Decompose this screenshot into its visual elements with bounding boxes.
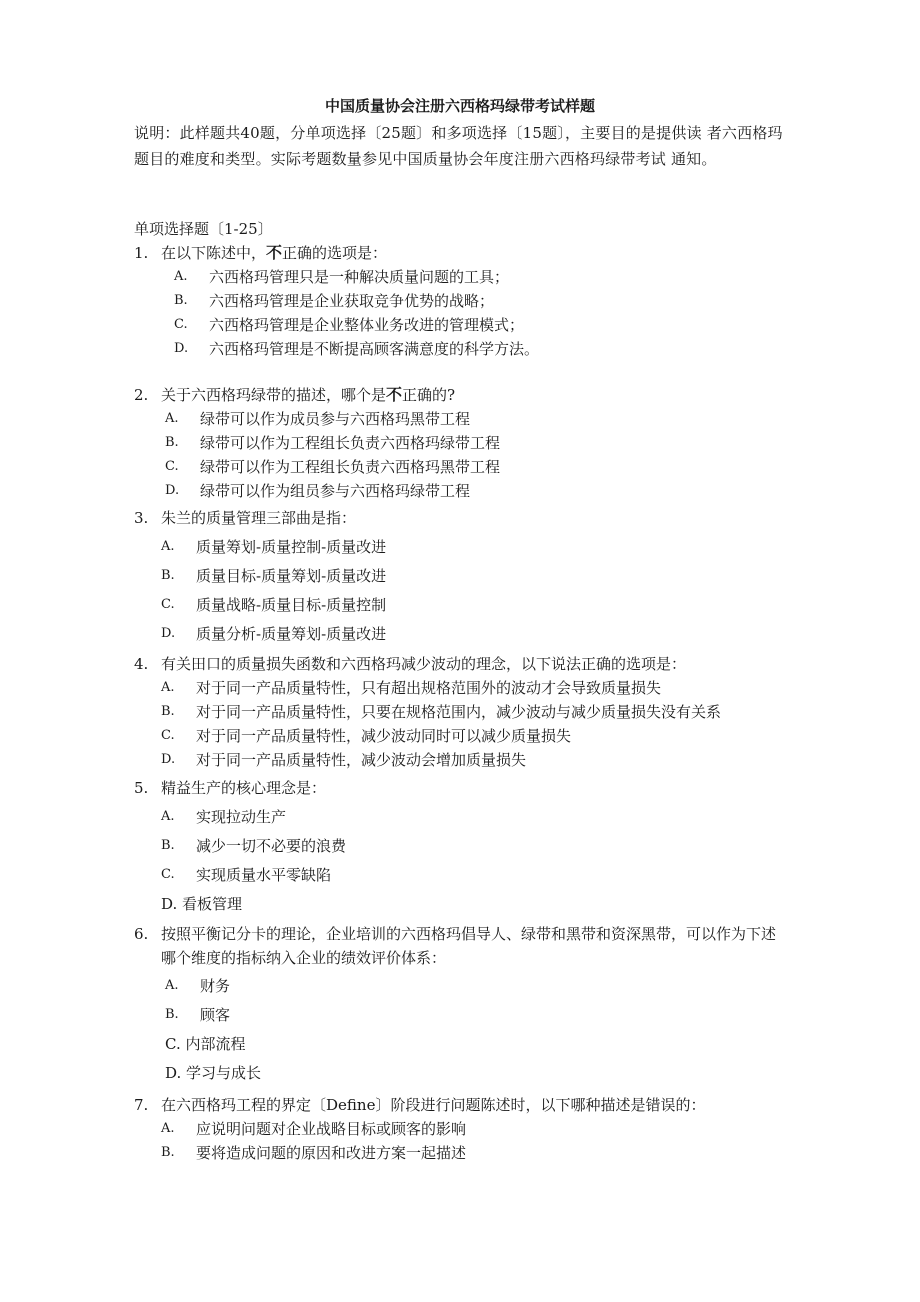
option-b [165, 1003, 790, 1032]
question-number: 3. [134, 509, 149, 527]
option-text: 绿带可以作为工程组长负责六西格玛黑带工程 [200, 458, 501, 476]
option-c [161, 724, 804, 748]
section-heading: 单项选择题〔1-25〕 [134, 220, 273, 238]
option-text: 六西格玛管理只是一种解决质量问题的工具； [209, 268, 510, 286]
option-letter: A. [165, 978, 179, 993]
option-letter: B. [161, 838, 175, 853]
option-b [161, 834, 804, 863]
option-a [165, 407, 804, 431]
option-text: 六西格玛管理是企业整体业务改进的管理模式； [209, 316, 525, 334]
option-letter: C. [165, 459, 179, 474]
option-text: D. 学习与成长 [165, 1064, 262, 1082]
option-letter: C. [174, 317, 188, 332]
option-text: 财务 [200, 977, 231, 995]
option-letter: B. [161, 568, 175, 583]
question-3 [134, 506, 804, 651]
option-text: 质量分析-质量筹划-质量改进 [196, 625, 387, 643]
option-d [161, 892, 804, 921]
option-text: 对于同一产品质量特性，减少波动会增加质量损失 [196, 751, 527, 769]
option-d [165, 1061, 790, 1090]
option-a [161, 676, 804, 700]
stem-pre: 在以下陈述中， [161, 244, 267, 262]
question-number: 7. [134, 1096, 149, 1114]
option-letter: A. [161, 680, 175, 695]
option-text: 绿带可以作为成员参与六西格玛黑带工程 [200, 410, 471, 428]
option-text: 对于同一产品质量特性，只要在规格范围内，减少波动与减少质量损失没有关系 [196, 703, 722, 721]
option-c [165, 455, 804, 479]
question-stem [161, 241, 804, 265]
question-stem: 按照平衡记分卡的理论，企业培训的六西格玛倡导人、绿带和黑带和资深黑带，可以作为下述哪个维度的指标纳入企业的绩效评价体系： [161, 925, 777, 967]
stem-post: 正确的? [402, 386, 456, 404]
option-text: 顾客 [200, 1006, 231, 1024]
option-text: 六西格玛管理是企业获取竞争优势的战略； [209, 292, 495, 310]
option-letter: B. [161, 704, 175, 719]
option-text: D. 看板管理 [161, 895, 243, 913]
option-letter: A. [161, 539, 175, 554]
question-2 [134, 383, 804, 503]
option-c [165, 1032, 790, 1061]
question-4 [134, 652, 804, 772]
option-letter: A. [165, 411, 179, 426]
question-stem: 朱兰的质量管理三部曲是指： [161, 509, 357, 527]
question-number: 2. [134, 386, 149, 404]
question-number: 4. [134, 655, 149, 673]
option-text: 绿带可以作为工程组长负责六西格玛绿带工程 [200, 434, 501, 452]
negation-emphasis: 不 [266, 243, 283, 262]
question-stem: 精益生产的核心理念是： [161, 779, 327, 797]
option-d [161, 748, 804, 772]
option-letter: A. [161, 1121, 175, 1136]
stem-pre: 关于六西格玛绿带的描述，哪个是 [161, 386, 387, 404]
option-letter: D. [161, 752, 176, 767]
option-text: 对于同一产品质量特性，只有超出规格范围外的波动才会导致质量损失 [196, 679, 662, 697]
question-number: 5. [134, 779, 149, 797]
option-text: 绿带可以作为组员参与六西格玛绿带工程 [200, 482, 471, 500]
question-5 [134, 776, 804, 921]
option-d [165, 479, 804, 503]
question-7 [134, 1093, 804, 1165]
option-a [165, 974, 790, 1003]
option-text: 实现质量水平零缺陷 [196, 866, 332, 884]
option-letter: A. [174, 269, 188, 284]
option-c [161, 593, 804, 622]
option-letter: B. [165, 435, 179, 450]
question-1 [134, 241, 804, 361]
option-text: 六西格玛管理是不断提高顾客满意度的科学方法。 [209, 340, 540, 358]
page-title: 中国质量协会注册六西格玛绿带考试样题 [324, 97, 595, 115]
option-c [161, 863, 804, 892]
option-b [161, 1141, 804, 1165]
option-text: 减少一切不必要的浪费 [196, 837, 347, 855]
option-a [161, 1117, 804, 1141]
option-text: 质量筹划-质量控制-质量改进 [196, 538, 387, 556]
option-b [161, 564, 804, 593]
option-a [174, 265, 804, 289]
option-text: 质量战略-质量目标-质量控制 [196, 596, 387, 614]
intro-paragraph: 说明：此样题共40题，分单项选择〔25题〕和多项选择〔15题〕，主要目的是提供读 者六西格玛题目的难度和类型。实际考题数量参见中国质量协会年度注册六西格玛绿带考试 通知。 [134, 124, 783, 168]
option-b [174, 289, 804, 313]
option-letter: C. [161, 728, 175, 743]
question-number: 6. [134, 925, 149, 943]
question-number: 1. [134, 244, 149, 262]
stem-post: 正确的选项是： [282, 244, 388, 262]
question-6 [134, 922, 790, 1090]
option-text: 质量目标-质量筹划-质量改进 [196, 567, 387, 585]
negation-emphasis: 不 [386, 385, 403, 404]
option-letter: C. [161, 597, 175, 612]
question-stem: 有关田口的质量损失函数和六西格玛减少波动的理念，以下说法正确的选项是： [161, 655, 687, 673]
option-d [174, 337, 804, 361]
option-text: 应说明问题对企业战略目标或顾客的影响 [196, 1120, 467, 1138]
option-a [161, 535, 804, 564]
option-letter: D. [161, 626, 176, 641]
option-a [161, 805, 804, 834]
option-c [174, 313, 804, 337]
option-text: C. 内部流程 [165, 1035, 246, 1053]
option-text: 实现拉动生产 [196, 808, 287, 826]
option-text: 对于同一产品质量特性，减少波动同时可以减少质量损失 [196, 727, 572, 745]
option-b [161, 700, 804, 724]
option-letter: B. [174, 293, 188, 308]
option-letter: C. [161, 867, 175, 882]
option-letter: D. [174, 341, 189, 356]
option-d [161, 622, 804, 651]
option-letter: B. [165, 1007, 179, 1022]
question-stem [161, 383, 804, 407]
option-letter: B. [161, 1145, 175, 1160]
option-text: 要将造成问题的原因和改进方案一起描述 [196, 1144, 467, 1162]
option-letter: A. [161, 809, 175, 824]
question-stem: 在六西格玛工程的界定〔Define〕阶段进行问题陈述时，以下哪种描述是错误的： [161, 1096, 706, 1114]
option-letter: D. [165, 483, 180, 498]
option-b [165, 431, 804, 455]
